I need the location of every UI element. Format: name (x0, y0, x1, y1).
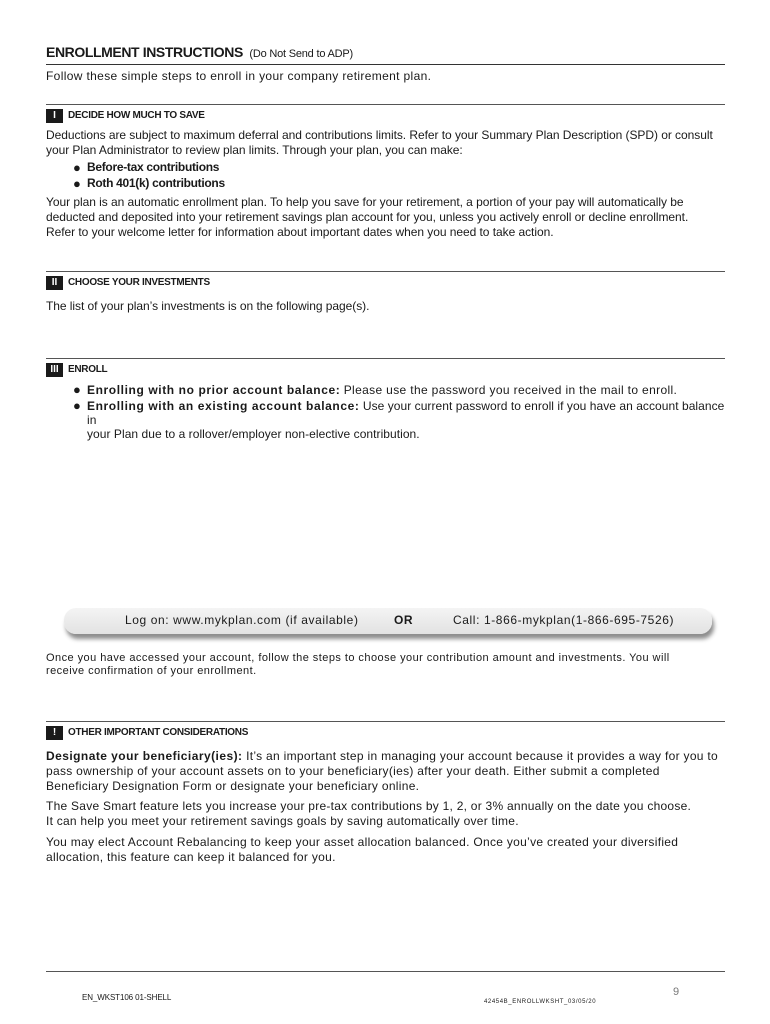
section-badge: II (46, 276, 63, 290)
list-item-lead: Enrolling with no prior account balance: (87, 383, 341, 397)
text-line: pass ownership of your account assets on to your beneficiary(ies) after your death. Either submit a completed (46, 764, 660, 778)
list-item-lead: Enrolling with an existing account balance: (87, 399, 360, 413)
text-line (46, 749, 726, 764)
login-banner (64, 608, 712, 634)
section-heading: OTHER IMPORTANT CONSIDERATIONS (68, 727, 249, 738)
text-line: Deductions are subject to maximum deferral and contributions limits. Refer to your Summary Plan Description (SPD) or consult (46, 128, 713, 142)
section-1-para-1 (46, 128, 726, 158)
text-line: your Plan Administrator to review plan limits. Through your plan, you can make: (46, 143, 463, 157)
section-4-header (46, 726, 725, 741)
title-text: ENROLLMENT INSTRUCTIONS (46, 44, 243, 60)
rebalancing-para (46, 835, 726, 865)
bullet-icon: ● (73, 160, 81, 175)
bullet-icon: ● (73, 176, 81, 191)
title-divider (46, 64, 725, 65)
section-1-para-2 (46, 195, 726, 240)
text-line: Refer to your welcome letter for information about important dates when you need to take action. (46, 225, 554, 239)
page-number: 9 (673, 986, 680, 998)
section-divider (46, 721, 725, 722)
section-2-text: The list of your plan’s investments is on the following page(s). (46, 299, 370, 313)
list-item-text: your Plan due to a rollover/employer non-elective contribution. (87, 427, 420, 441)
section-2-header (46, 276, 725, 291)
list-item-text: Before-tax contributions (87, 160, 220, 174)
page-title (46, 44, 724, 62)
section-badge: I (46, 109, 63, 123)
text-line: Your plan is an automatic enrollment plan. To help you save for your retirement, a portion of your pay will automatically be (46, 195, 684, 209)
footer-form-code: EN_WKST106 01-SHELL (82, 993, 172, 1002)
phone-number: Call: 1-866-mykplan(1-866-695-7526) (453, 613, 675, 627)
beneficiary-lead: Designate your beneficiary(ies): (46, 749, 243, 763)
section-heading: ENROLL (68, 364, 108, 375)
title-note: (Do Not Send to ADP) (249, 48, 353, 60)
section-divider (46, 104, 725, 105)
text-line: Once you have accessed your account, follow the steps to choose your contribution amount and investments. You will (46, 652, 670, 664)
section-3-header (46, 363, 725, 378)
list-item-text: Please use the password you received in the mail to enroll. (343, 383, 678, 397)
text-line: receive confirmation of your enrollment. (46, 665, 257, 677)
list-item-text: Roth 401(k) contributions (87, 176, 225, 190)
section-divider (46, 271, 725, 272)
footer-divider (46, 971, 725, 972)
text-line: The Save Smart feature lets you increase your pre-tax contributions by 1, 2, or 3% annually on the date you choose. (46, 799, 692, 813)
save-smart-para (46, 799, 726, 829)
after-login-text (46, 652, 726, 678)
text-line: You may elect Account Rebalancing to keep your asset allocation balanced. Once you’ve created your diversified (46, 835, 679, 849)
logon-link[interactable]: Log on: www.mykplan.com (if available) (125, 613, 359, 627)
text-line: allocation, this feature can keep it balanced for you. (46, 850, 336, 864)
text-line: deducted and deposited into your retirement savings plan account for you, unless you actively enroll or decline enrollment. (46, 210, 689, 224)
section-badge: ! (46, 726, 63, 740)
bullet-icon: ● (73, 382, 81, 397)
text-line: Beneficiary Designation Form or designate your beneficiary online. (46, 779, 420, 793)
section-badge: III (46, 363, 63, 377)
text-line: It can help you meet your retirement savings goals by saving automatically over time. (46, 814, 519, 828)
or-separator: OR (394, 613, 414, 627)
text-line-part: It’s an important step in managing your account because it provides a way for you to (246, 749, 719, 763)
subtitle: Follow these simple steps to enroll in your company retirement plan. (46, 69, 432, 83)
beneficiary-para (46, 749, 726, 794)
section-heading: CHOOSE YOUR INVESTMENTS (68, 277, 210, 288)
section-1-header (46, 109, 725, 124)
list-item-text: Use your current password to enroll if you have an account balance in (87, 399, 725, 427)
bullet-icon: ● (73, 398, 81, 413)
footer-doc-id: 42454B_ENROLLWKSHT_03/05/20 (484, 999, 597, 1005)
section-divider (46, 358, 725, 359)
section-heading: DECIDE HOW MUCH TO SAVE (68, 110, 205, 121)
